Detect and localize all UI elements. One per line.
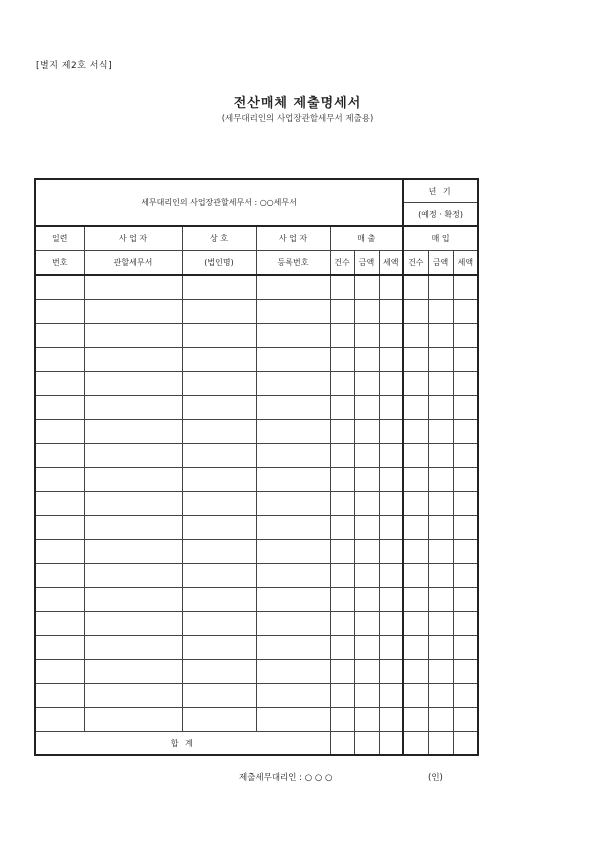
table-row [35,636,478,660]
table-cell [354,492,379,516]
total-cell [379,732,403,756]
report-type-label: (예정 · 확정) [403,203,478,227]
table-cell [330,540,354,564]
table-cell [330,636,354,660]
table-cell [84,420,182,444]
table-cell [379,660,403,684]
table-cell [354,708,379,732]
table-cell [428,708,453,732]
table-cell [403,275,428,300]
table-cell [453,516,478,540]
table-cell [256,396,330,420]
table-cell [379,684,403,708]
table-cell [379,444,403,468]
table-cell [403,660,428,684]
total-cell [453,732,478,756]
table-cell [428,684,453,708]
table-cell [330,516,354,540]
table-cell [35,636,84,660]
table-cell [379,612,403,636]
purchase-count-header: 건수 [403,251,428,276]
table-cell [182,684,256,708]
table-cell [354,516,379,540]
table-cell [428,444,453,468]
table-cell [330,444,354,468]
table-cell [354,612,379,636]
table-cell [403,444,428,468]
table-cell [256,708,330,732]
table-cell [354,324,379,348]
total-label: 합 계 [35,732,330,756]
table-cell [182,540,256,564]
table-cell [453,588,478,612]
table-cell [403,396,428,420]
table-cell [35,300,84,324]
table-cell [379,396,403,420]
table-cell [330,275,354,300]
table-cell [453,564,478,588]
submission-table [34,178,479,756]
col-header-purchases: 매 입 [403,226,478,251]
table-cell [428,492,453,516]
table-cell [256,324,330,348]
table-cell [182,275,256,300]
table-cell [354,348,379,372]
table-cell [453,275,478,300]
table-cell [256,636,330,660]
table-row [35,300,478,324]
table-cell [182,612,256,636]
table-cell [330,420,354,444]
table-cell [428,372,453,396]
table-cell [403,564,428,588]
table-cell [379,372,403,396]
table-cell [84,612,182,636]
table-cell [256,420,330,444]
table-cell [403,540,428,564]
table-cell [256,564,330,588]
document-title: 전산매체 제출명세서 [233,96,362,111]
table-cell [330,372,354,396]
table-cell [84,684,182,708]
table-cell [453,468,478,492]
form-number: [별지 제2호 서식] [36,61,113,71]
col-header-reg-number: 등록번호 [256,251,330,276]
table-row [35,540,478,564]
table-cell [453,492,478,516]
table-cell [453,372,478,396]
table-cell [256,468,330,492]
table-cell [453,420,478,444]
col-header-business: 사 업 자 [84,226,182,251]
table-cell [84,396,182,420]
table-cell [84,636,182,660]
table-cell [428,564,453,588]
table-cell [379,275,403,300]
table-cell [330,564,354,588]
table-cell [354,564,379,588]
table-cell [379,324,403,348]
table-cell [84,540,182,564]
table-cell [330,324,354,348]
col-header-corp-name: (법인명) [182,251,256,276]
table-cell [84,300,182,324]
table-cell [256,612,330,636]
table-cell [379,588,403,612]
table-cell [256,684,330,708]
table-cell [453,684,478,708]
total-cell [428,732,453,756]
table-cell [403,636,428,660]
table-cell [379,516,403,540]
table-cell [428,540,453,564]
col-header-company: 상 호 [182,226,256,251]
table-cell [428,468,453,492]
table-cell [453,300,478,324]
table-cell [35,708,84,732]
table-cell [35,684,84,708]
table-cell [256,660,330,684]
table-cell [84,588,182,612]
sales-tax-header: 세액 [379,251,403,276]
table-cell [428,636,453,660]
table-row [35,564,478,588]
table-row [35,468,478,492]
table-cell [379,468,403,492]
table-cell [330,300,354,324]
total-cell [403,732,428,756]
table-cell [354,420,379,444]
submitter-label: 제출세무대리인 : ○ ○ ○ [239,773,333,783]
table-cell [428,420,453,444]
table-cell [403,516,428,540]
table-cell [379,492,403,516]
table-row [35,275,478,300]
table-cell [182,636,256,660]
table-cell [428,300,453,324]
signature-line [239,771,443,783]
table-cell [84,468,182,492]
table-row [35,516,478,540]
table-cell [403,612,428,636]
table-row [35,492,478,516]
table-cell [330,660,354,684]
table-row [35,684,478,708]
table-cell [354,540,379,564]
table-cell [403,708,428,732]
table-cell [256,372,330,396]
col-header-registration: 사 업 자 [256,226,330,251]
table-cell [182,492,256,516]
table-cell [330,588,354,612]
table-cell [182,660,256,684]
purchase-tax-header: 세액 [453,251,478,276]
table-cell [182,372,256,396]
table-row [35,372,478,396]
table-cell [453,540,478,564]
table-cell [35,275,84,300]
seal-label: (인) [428,773,443,783]
table-cell [84,444,182,468]
table-cell [256,348,330,372]
table-cell [403,468,428,492]
table-cell [256,588,330,612]
table-cell [330,468,354,492]
table-cell [453,636,478,660]
table-cell [330,708,354,732]
table-cell [379,540,403,564]
table-cell [182,564,256,588]
purchase-amount-header: 금액 [428,251,453,276]
table-cell [453,612,478,636]
table-cell [182,468,256,492]
table-cell [428,588,453,612]
table-cell [354,444,379,468]
table-cell [403,348,428,372]
table-cell [330,492,354,516]
table-cell [354,684,379,708]
table-row [35,396,478,420]
table-cell [354,636,379,660]
table-row [35,660,478,684]
table-cell [84,516,182,540]
table-cell [453,324,478,348]
table-cell [182,396,256,420]
table-cell [35,516,84,540]
table-cell [403,300,428,324]
table-cell [354,588,379,612]
table-cell [256,300,330,324]
table-row [35,444,478,468]
table-cell [453,444,478,468]
table-cell [182,708,256,732]
table-cell [35,420,84,444]
sales-amount-header: 금액 [354,251,379,276]
table-cell [403,492,428,516]
table-cell [354,660,379,684]
table-row [35,708,478,732]
sales-count-header: 건수 [330,251,354,276]
col-header-serial: 일련 [35,226,84,251]
table-cell [428,275,453,300]
table-row [35,348,478,372]
table-cell [182,588,256,612]
total-cell [354,732,379,756]
table-cell [182,300,256,324]
table-cell [256,540,330,564]
table-cell [35,612,84,636]
table-cell [403,372,428,396]
table-cell [84,564,182,588]
table-cell [35,396,84,420]
table-cell [330,612,354,636]
table-cell [35,540,84,564]
table-cell [35,564,84,588]
total-cell [330,732,354,756]
table-cell [35,324,84,348]
table-cell [354,396,379,420]
table-cell [428,348,453,372]
table-cell [35,660,84,684]
table-cell [428,660,453,684]
table-cell [379,348,403,372]
tax-office-label: 세무대리인의 사업장관할세무서 : ○○세무서 [35,179,403,226]
table-cell [403,420,428,444]
table-cell [35,468,84,492]
table-cell [256,492,330,516]
table-row [35,324,478,348]
year-period-label: 년 기 [403,179,478,203]
table-cell [35,444,84,468]
table-cell [330,684,354,708]
table-cell [379,300,403,324]
table-cell [403,684,428,708]
table-cell [84,348,182,372]
table-cell [35,372,84,396]
table-cell [256,444,330,468]
table-cell [428,324,453,348]
table-cell [379,564,403,588]
table-cell [182,348,256,372]
table-cell [428,516,453,540]
table-cell [428,396,453,420]
table-cell [354,468,379,492]
table-cell [182,444,256,468]
table-cell [379,420,403,444]
table-cell [330,396,354,420]
table-cell [354,300,379,324]
table-cell [182,420,256,444]
table-cell [403,324,428,348]
table-cell [84,492,182,516]
table-cell [182,324,256,348]
table-cell [84,708,182,732]
table-cell [379,636,403,660]
table-row [35,420,478,444]
table-cell [453,660,478,684]
col-header-tax-office: 관할세무서 [84,251,182,276]
col-header-number: 번호 [35,251,84,276]
table-cell [354,372,379,396]
table-cell [379,708,403,732]
table-cell [256,275,330,300]
table-cell [35,348,84,372]
table-cell [330,348,354,372]
table-cell [453,708,478,732]
table-cell [35,588,84,612]
table-row [35,612,478,636]
table-cell [403,588,428,612]
table-cell [84,660,182,684]
table-row [35,588,478,612]
table-cell [354,275,379,300]
table-cell [453,396,478,420]
col-header-sales: 매 출 [330,226,403,251]
table-cell [453,348,478,372]
table-cell [428,612,453,636]
table-cell [84,324,182,348]
table-cell [182,516,256,540]
document-subtitle: (세무대리인의 사업장관할세무서 제출용) [221,114,374,124]
table-cell [256,516,330,540]
table-cell [84,372,182,396]
table-cell [35,492,84,516]
table-cell [84,275,182,300]
